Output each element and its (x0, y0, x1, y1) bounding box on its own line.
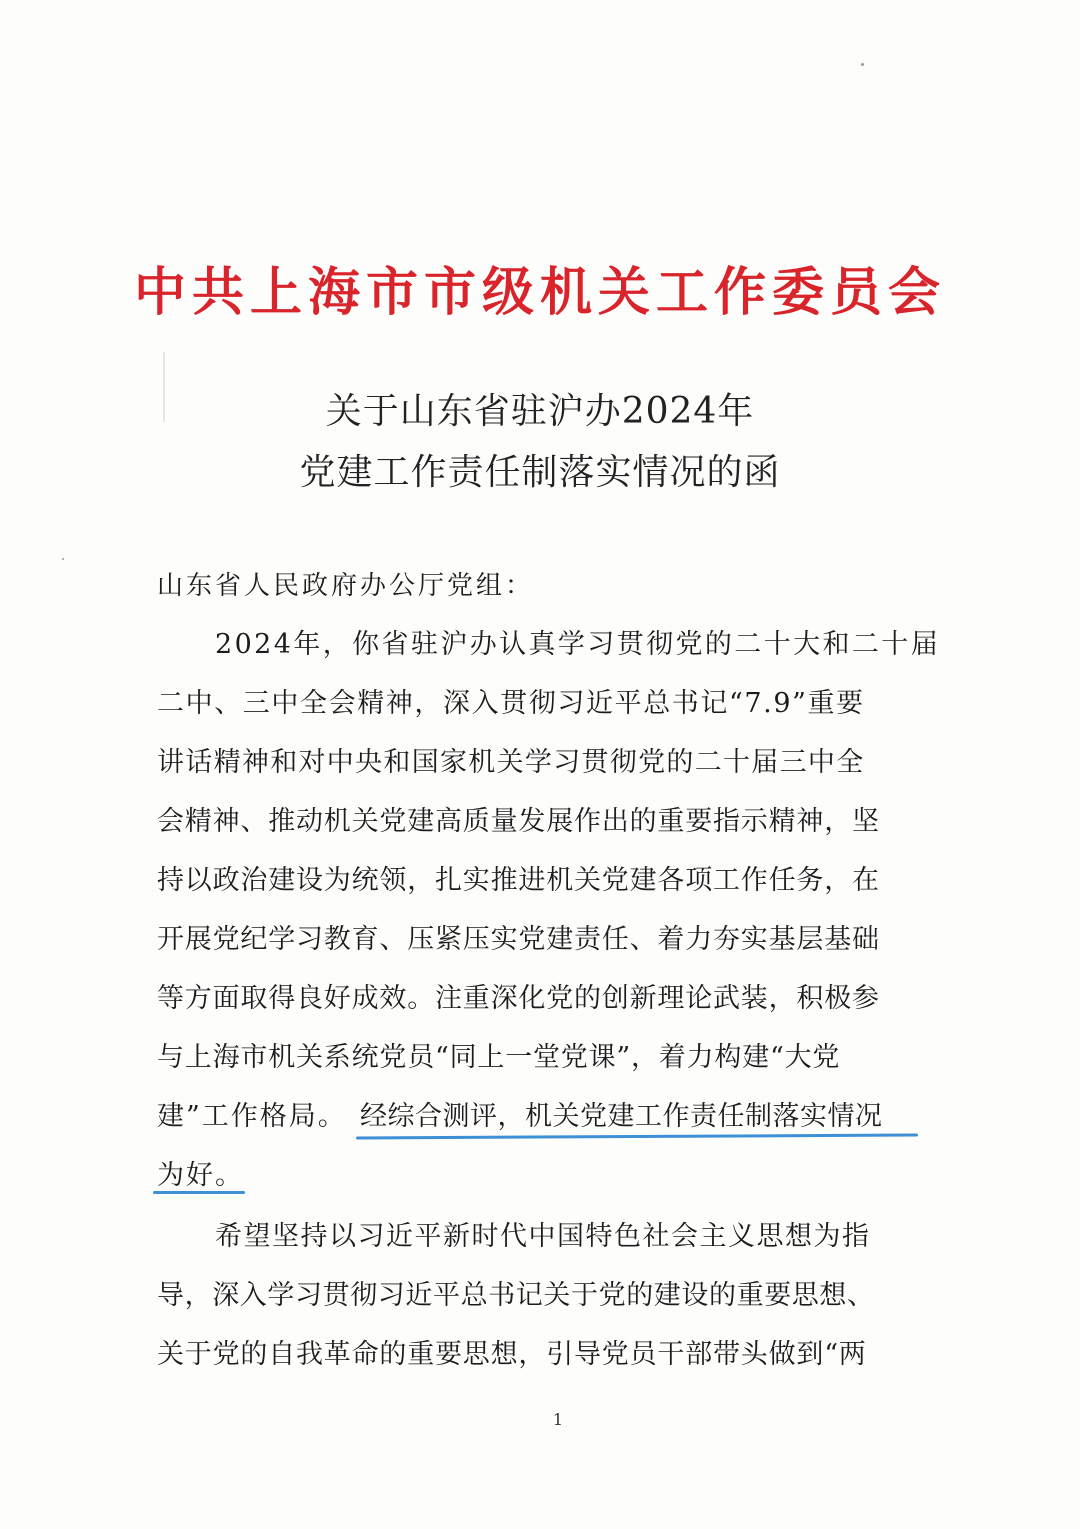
scan-speck (62, 558, 64, 560)
paragraph-1-line: 讲话精神和对中央和国家机关学习贯彻党的二十届三中全 (157, 747, 865, 778)
paragraph-1-line-9-underlined: 经综合测评，机关党建工作责任制落实情况 (360, 1101, 883, 1132)
letterhead-organization: 中共上海市市级机关工作委员会 (133, 262, 946, 323)
paragraph-1-line: 会精神、推动机关党建高质量发展作出的重要指示精神，坚 (157, 806, 880, 837)
paragraph-1-line-10-underlined: 为好。 (157, 1160, 244, 1191)
paragraph-2-line: 导，深入学习贯彻习近平总书记关于党的建设的重要思想、 (157, 1280, 875, 1311)
paragraph-1-line: 持以政治建设为统领，扎实推进机关党建各项工作任务，在 (157, 865, 880, 896)
paragraph-1-line: 开展党纪学习教育、压紧压实党建责任、着力夯实基层基础 (157, 924, 880, 955)
page-number: 1 (552, 1410, 564, 1429)
paragraph-1-line-9-plain: 建”工作格局。 (157, 1101, 347, 1132)
paragraph-2-line: 关于党的自我革命的重要思想，引导党员干部带头做到“两 (157, 1339, 867, 1370)
document-title-line-2: 党建工作责任制落实情况的函 (299, 452, 781, 493)
document-title-line-1: 关于山东省驻沪办2024年 (325, 391, 755, 432)
paragraph-1-line: 与上海市机关系统党员“同上一堂党课”，着力构建“大党 (157, 1042, 841, 1073)
paragraph-1-line: 2024年，你省驻沪办认真学习贯彻党的二十大和二十届 (215, 629, 941, 660)
pen-underline-mark (153, 1191, 245, 1194)
scan-speck (861, 63, 864, 66)
paragraph-1-line: 等方面取得良好成效。注重深化党的创新理论武装，积极参 (157, 983, 880, 1014)
paragraph-1-line: 二中、三中全会精神，深入贯彻习近平总书记“7.9”重要 (157, 688, 865, 719)
salutation: 山东省人民政府办公厅党组： (157, 571, 535, 601)
paragraph-2-line: 希望坚持以习近平新时代中国特色社会主义思想为指 (215, 1221, 871, 1252)
